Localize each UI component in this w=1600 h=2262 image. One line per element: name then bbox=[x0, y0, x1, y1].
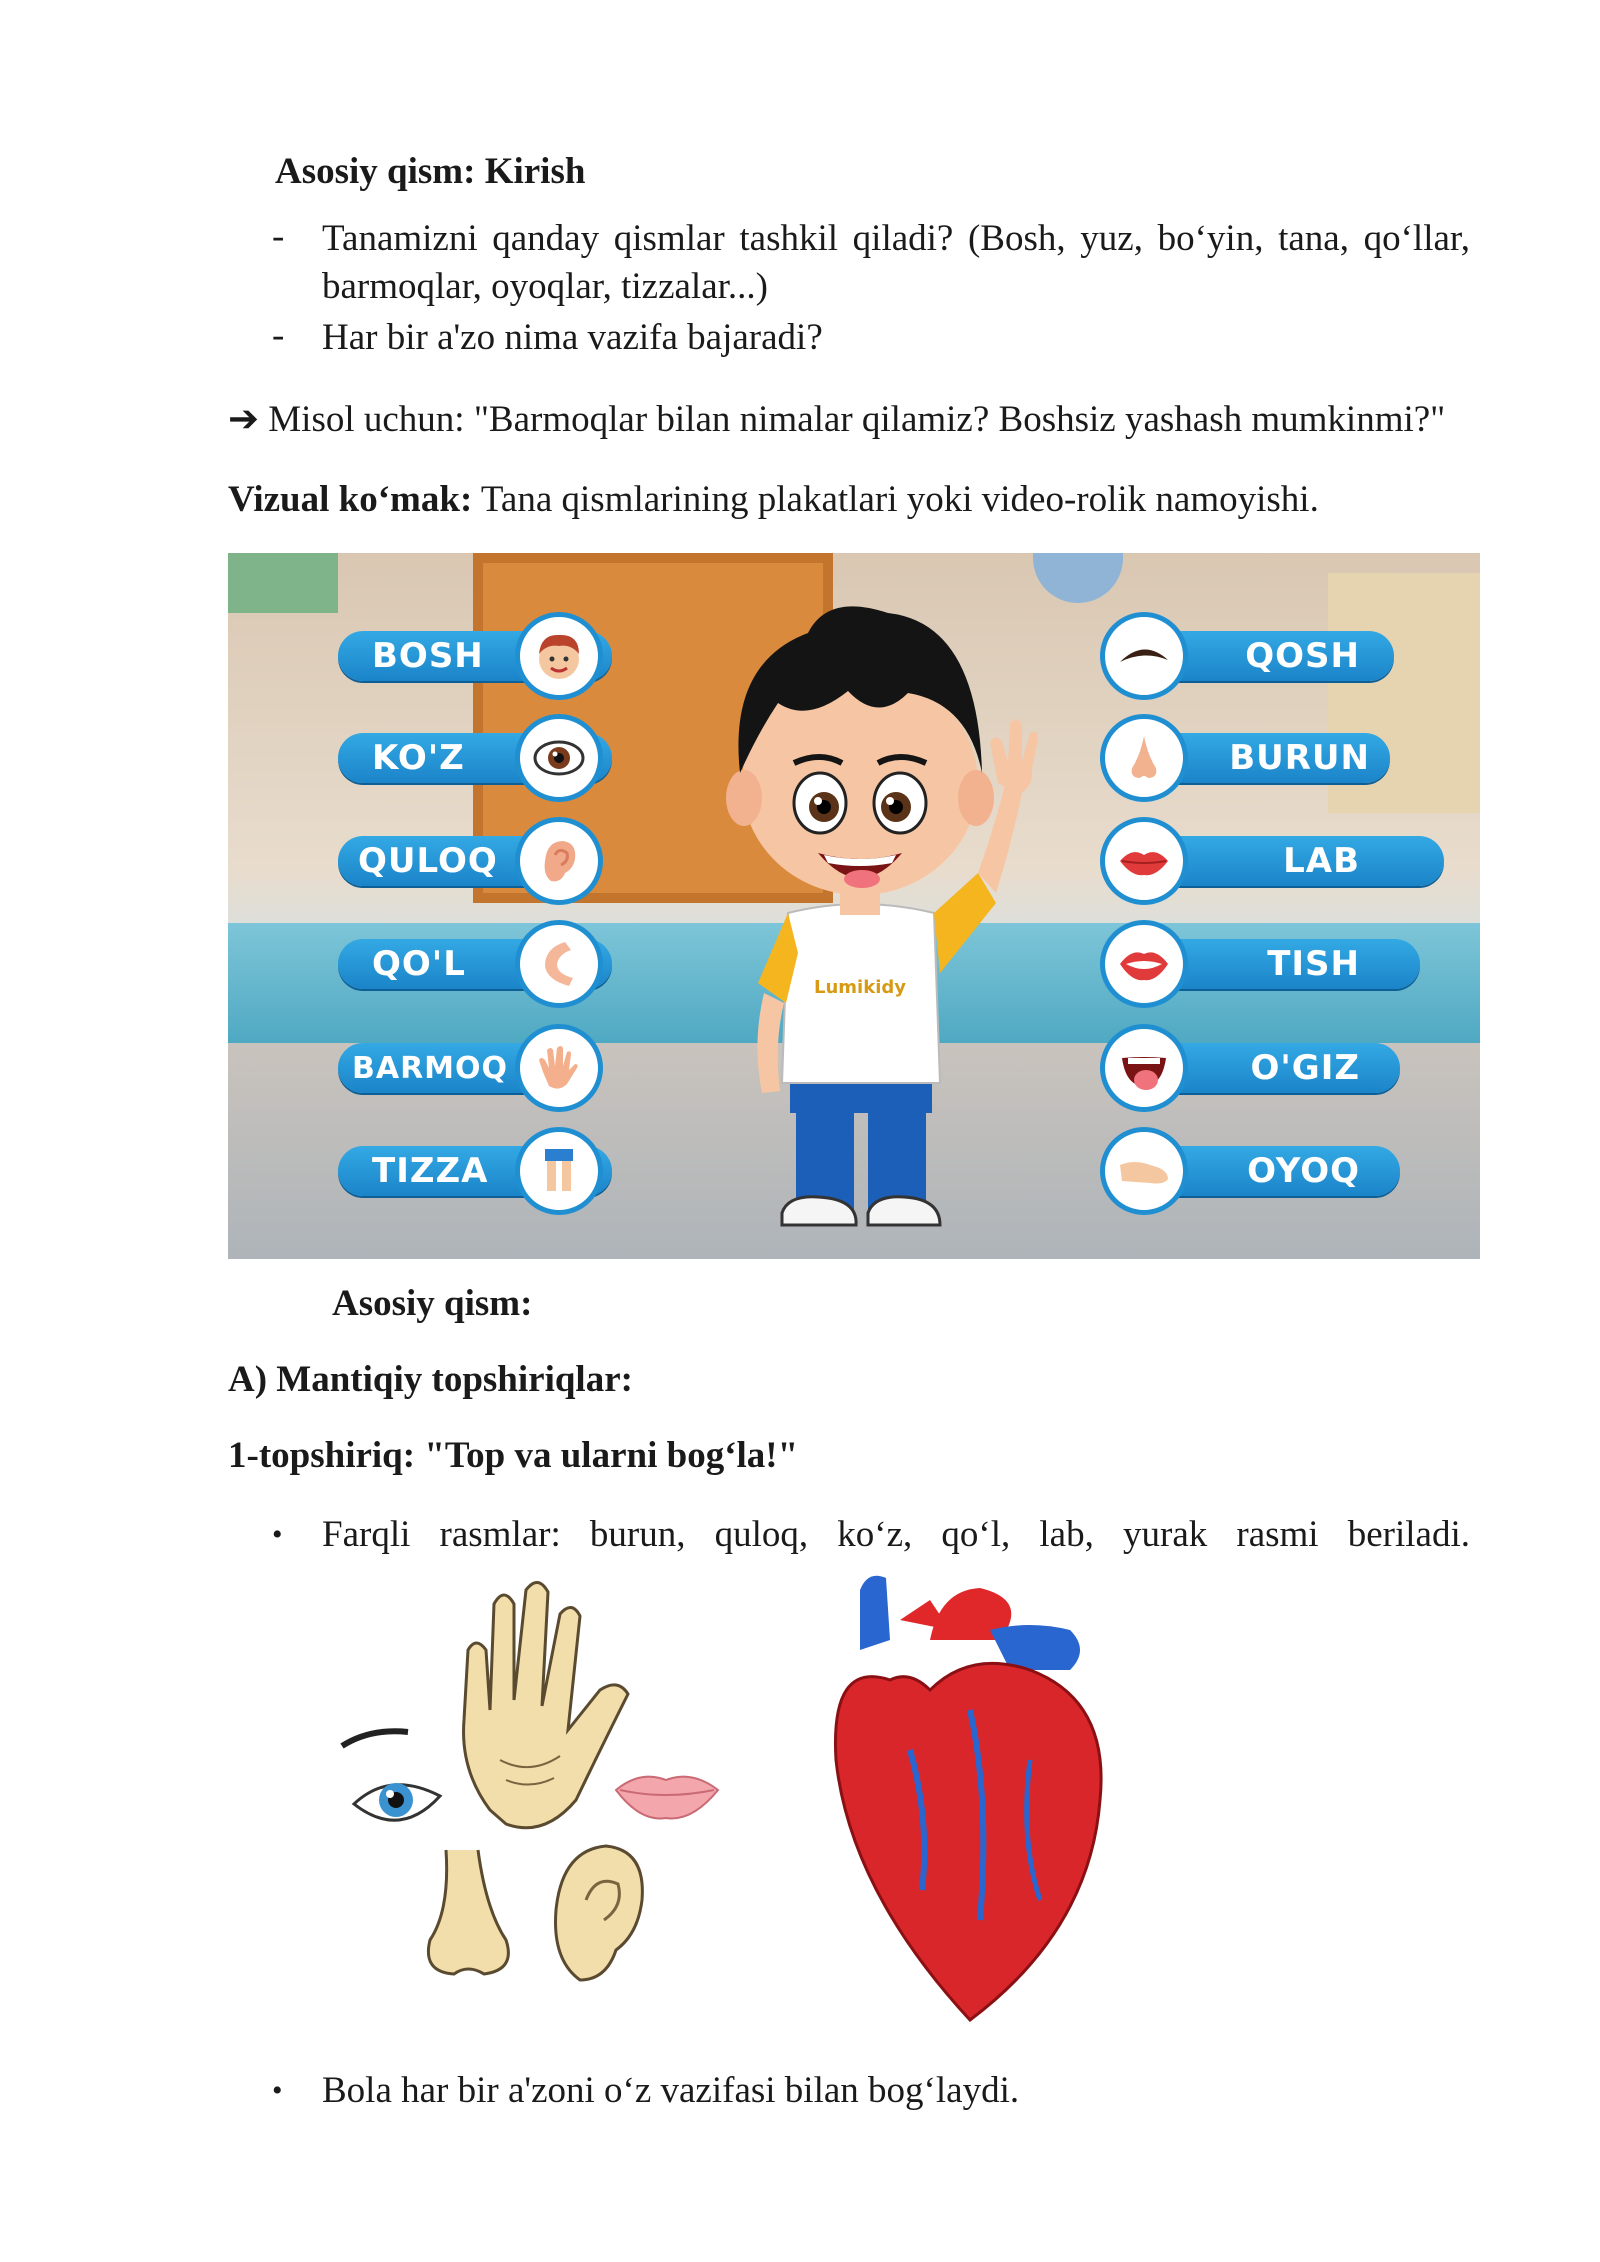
eye-picture bbox=[342, 1731, 440, 1820]
question-line-2: Har bir a'zo nima vazifa bajaradi? bbox=[322, 317, 823, 358]
arm-icon bbox=[515, 920, 603, 1008]
nose-picture bbox=[428, 1850, 508, 1974]
example-text: Misol uchun: "Barmoqlar bilan nimalar qilamiz? Boshsiz yashash mumkinmi?" bbox=[268, 399, 1446, 440]
eye-icon bbox=[515, 714, 603, 802]
hand-picture bbox=[464, 1582, 628, 1827]
visual-aid-label: Vizual ko‘mak: bbox=[228, 479, 473, 520]
organs-illustration bbox=[330, 1560, 1230, 2030]
lips-icon bbox=[1100, 817, 1188, 905]
section-heading-kirish: Asosiy qism: Kirish bbox=[275, 151, 586, 192]
label-lab: LAB bbox=[1138, 836, 1444, 886]
foot-icon bbox=[1100, 1127, 1188, 1215]
task1-bullet-2: Bola har bir a'zoni o‘z vazifasi bilan bog‘laydi. bbox=[322, 2070, 1020, 2111]
label-bosh: BOSH bbox=[338, 631, 612, 681]
label-tish: TISH bbox=[1138, 939, 1420, 989]
hand-icon bbox=[515, 1024, 603, 1112]
task1-heading: 1-topshiriq: "Top va ularni bog‘la!" bbox=[228, 1435, 799, 1476]
arrow-icon: ➔ bbox=[228, 399, 260, 440]
body-parts-poster bbox=[228, 553, 1480, 1259]
label-koz: KO'Z bbox=[338, 733, 612, 783]
task1-bullet-1: Farqli rasmlar: burun, quloq, ko‘z, qo‘l, lab, yurak rasmi beriladi. bbox=[322, 1514, 1470, 1555]
ear-picture bbox=[556, 1846, 643, 1980]
cartoon-boy bbox=[678, 573, 1038, 1253]
background-window bbox=[228, 553, 338, 613]
label-ogiz: O'GIZ bbox=[1138, 1043, 1400, 1093]
example-line bbox=[228, 395, 1445, 445]
label-qosh: QOSH bbox=[1138, 631, 1394, 681]
dash-bullet: - bbox=[272, 315, 285, 356]
head-icon bbox=[515, 612, 603, 700]
clock-icon bbox=[1033, 553, 1123, 603]
bullet-dot: • bbox=[272, 2074, 283, 2107]
heart-picture bbox=[835, 1576, 1101, 2020]
shirt-logo: Lumikidy bbox=[814, 977, 906, 998]
label-tizza: TIZZA bbox=[338, 1146, 612, 1196]
label-quloq: QULOQ bbox=[338, 836, 598, 886]
section-heading-main: Asosiy qism: bbox=[332, 1283, 533, 1324]
section-a-heading: A) Mantiqiy topshiriqlar: bbox=[228, 1359, 633, 1400]
eyebrow-icon bbox=[1100, 612, 1188, 700]
question-line-1-cont: barmoqlar, oyoqlar, tizzalar...) bbox=[322, 266, 768, 307]
label-oyoq: OYOQ bbox=[1138, 1146, 1400, 1196]
lips-picture bbox=[616, 1777, 718, 1819]
question-line-1: Tanamizni qanday qismlar tashkil qiladi? (Bosh, yuz, bo‘yin, tana, qo‘llar, bbox=[322, 218, 1470, 259]
dash-bullet: - bbox=[272, 216, 285, 257]
visual-aid-line bbox=[228, 475, 1319, 525]
knee-icon bbox=[515, 1127, 603, 1215]
label-qol: QO'L bbox=[338, 939, 612, 989]
visual-aid-text: Tana qismlarining plakatlari yoki video-rolik namoyishi. bbox=[480, 479, 1319, 520]
bullet-dot: • bbox=[272, 1518, 283, 1551]
mouth-icon bbox=[1100, 1024, 1188, 1112]
teeth-icon bbox=[1100, 920, 1188, 1008]
label-burun: BURUN bbox=[1138, 733, 1390, 783]
nose-icon bbox=[1100, 714, 1188, 802]
ear-icon bbox=[515, 817, 603, 905]
label-barmoq: BARMOQ bbox=[338, 1043, 592, 1093]
